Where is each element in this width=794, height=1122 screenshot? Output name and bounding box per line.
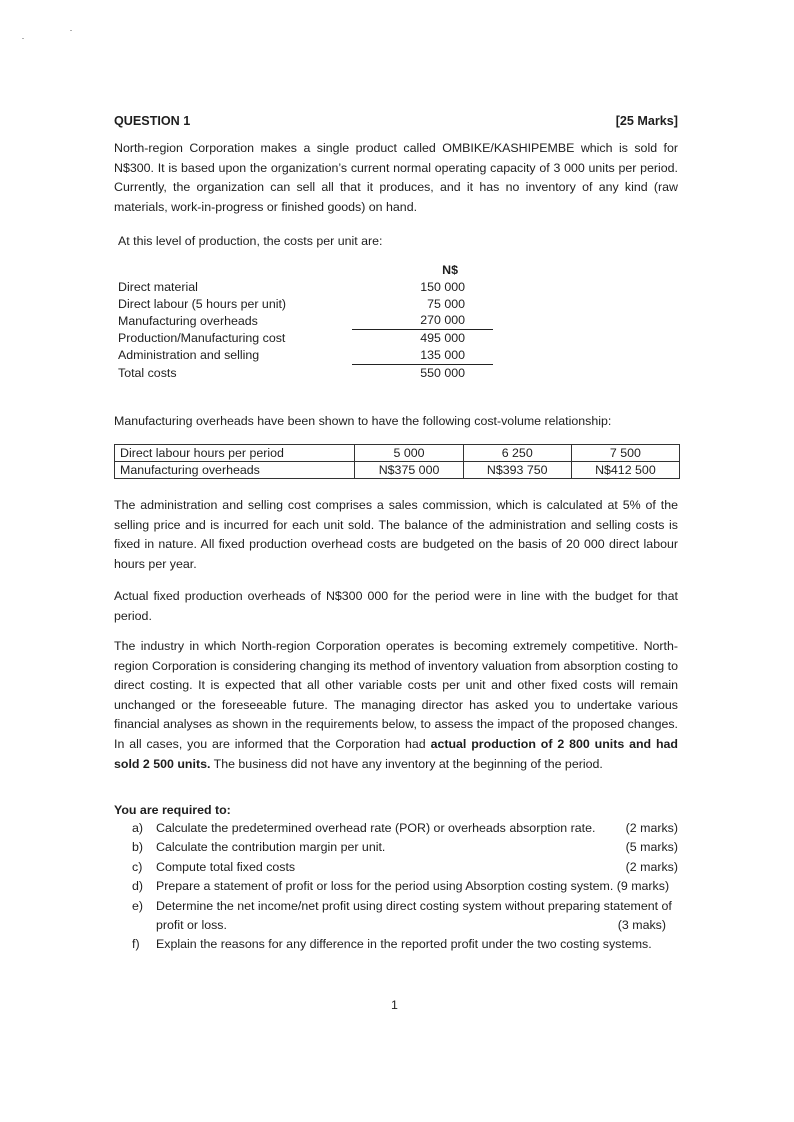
item-letter: d) (132, 879, 144, 894)
cost-volume-table (114, 444, 680, 479)
requirements-title: You are required to: (114, 803, 231, 817)
cost-value: 150 000 (420, 279, 465, 294)
list-item (132, 935, 678, 954)
item-text: Calculate the contribution margin per unit. (156, 840, 386, 855)
table-row (118, 312, 493, 329)
industry-bold-text: actual production of 2 800 units and had sold 2 500 units. (114, 736, 679, 771)
admin-paragraph: The administration and selling cost comprises a sales commission, which is calculated at 5% of the selling price and is incurred for each unit sold. The balance of the administration and selling costs is fixed in nature. All fixed production overhead costs are budgeted on the basis of 20 000 direct labour hours per year. (114, 498, 678, 571)
item-text: Compute total fixed costs (156, 859, 296, 874)
cost-label: Manufacturing overheads (118, 313, 258, 328)
cvr-value: 7 500 (571, 445, 679, 462)
cost-value: 495 000 (420, 331, 465, 346)
list-item (132, 897, 678, 936)
list-item (132, 858, 678, 877)
question-header (114, 114, 678, 128)
scan-speck (22, 38, 24, 39)
item-letter: e) (132, 898, 144, 913)
costs-intro: At this level of production, the costs per unit are: (118, 234, 383, 248)
list-item (132, 877, 678, 896)
question-marks: [25 Marks] (615, 114, 678, 128)
page-number: 1 (391, 998, 398, 1012)
item-marks: (2 marks) (625, 859, 678, 874)
cost-value: 270 000 (352, 312, 493, 329)
table-row (118, 296, 493, 313)
cvr-label: Manufacturing overheads (115, 462, 355, 479)
list-item (132, 838, 678, 857)
item-marks: (3 maks) (617, 918, 666, 933)
item-letter: a) (132, 821, 144, 835)
item-letter: b) (132, 840, 144, 855)
item-text: Calculate the predetermined overhead rate (POR) or overheads absorption rate. (156, 821, 596, 835)
cvr-intro: Manufacturing overheads have been shown to have the following cost-volume relationship: (114, 414, 612, 428)
cvr-value: N$393 750 (463, 462, 571, 479)
requirements-list (132, 819, 678, 955)
table-row (118, 364, 493, 381)
cost-value: 550 000 (420, 365, 465, 380)
cvr-value: N$412 500 (571, 462, 679, 479)
table-row (118, 330, 493, 347)
item-text: Determine the net income/net profit using direct costing system without preparing statement of profit or loss. (156, 898, 672, 933)
cost-label: Total costs (118, 365, 177, 380)
industry-text-a: The industry in which North-region Corporation operates is becoming extremely competitive. North-region Corporation is considering changing its method of inventory valuation from absorption costing to direct costing. It is expected that all other variable costs per unit and other fixed costs will remain unchanged or the foreseeable future. The managing director has asked you to undertake various financial analyses as shown in the requirements below, to assess the impact of the proposed changes. In all cases, you are informed that the Corporation had (114, 639, 678, 751)
scan-speck (70, 30, 72, 31)
cost-label: Direct labour (5 hours per unit) (118, 296, 287, 311)
list-item (132, 819, 678, 838)
cvr-value: 5 000 (355, 445, 463, 462)
currency-header: N$ (442, 263, 458, 277)
item-letter: f) (132, 937, 140, 952)
cvr-value: N$375 000 (355, 462, 463, 479)
item-marks: (5 marks) (625, 840, 678, 855)
cost-value: 75 000 (427, 296, 465, 311)
table-row (115, 462, 680, 479)
cost-label: Direct material (118, 279, 198, 294)
question-title: QUESTION 1 (114, 114, 191, 128)
table-row (115, 445, 680, 462)
item-letter: c) (132, 859, 143, 874)
table-row (118, 347, 493, 364)
cvr-label: Direct labour hours per period (115, 445, 355, 462)
cost-label: Administration and selling (118, 348, 260, 363)
cvr-value: 6 250 (463, 445, 571, 462)
intro-paragraph: North-region Corporation makes a single product called OMBIKE/KASHIPEMBE which is sold for N$300. It is based upon the organization’s current normal operating capacity of 3 000 units per period. Currently, the organization can sell all that it produces, and it has no inventory of any kind (raw materials, work-in-progress or finished goods) on hand. (114, 141, 678, 214)
item-text: Prepare a statement of profit or loss for the period using Absorption costing system. (9 marks) (156, 879, 670, 894)
actual-overheads-paragraph: Actual fixed production overheads of N$300 000 for the period were in line with the budget for that period. (114, 589, 678, 623)
industry-paragraph (114, 637, 678, 774)
item-text: Explain the reasons for any difference in the reported profit under the two costing systems. (156, 937, 652, 952)
industry-text-b: The business did not have any inventory at the beginning of the period. (210, 756, 603, 771)
cost-label: Production/Manufacturing cost (118, 330, 286, 345)
table-row (118, 279, 493, 296)
cost-per-unit-table (118, 262, 493, 382)
cost-value: 135 000 (352, 347, 493, 364)
item-marks: (2 marks) (625, 821, 678, 835)
